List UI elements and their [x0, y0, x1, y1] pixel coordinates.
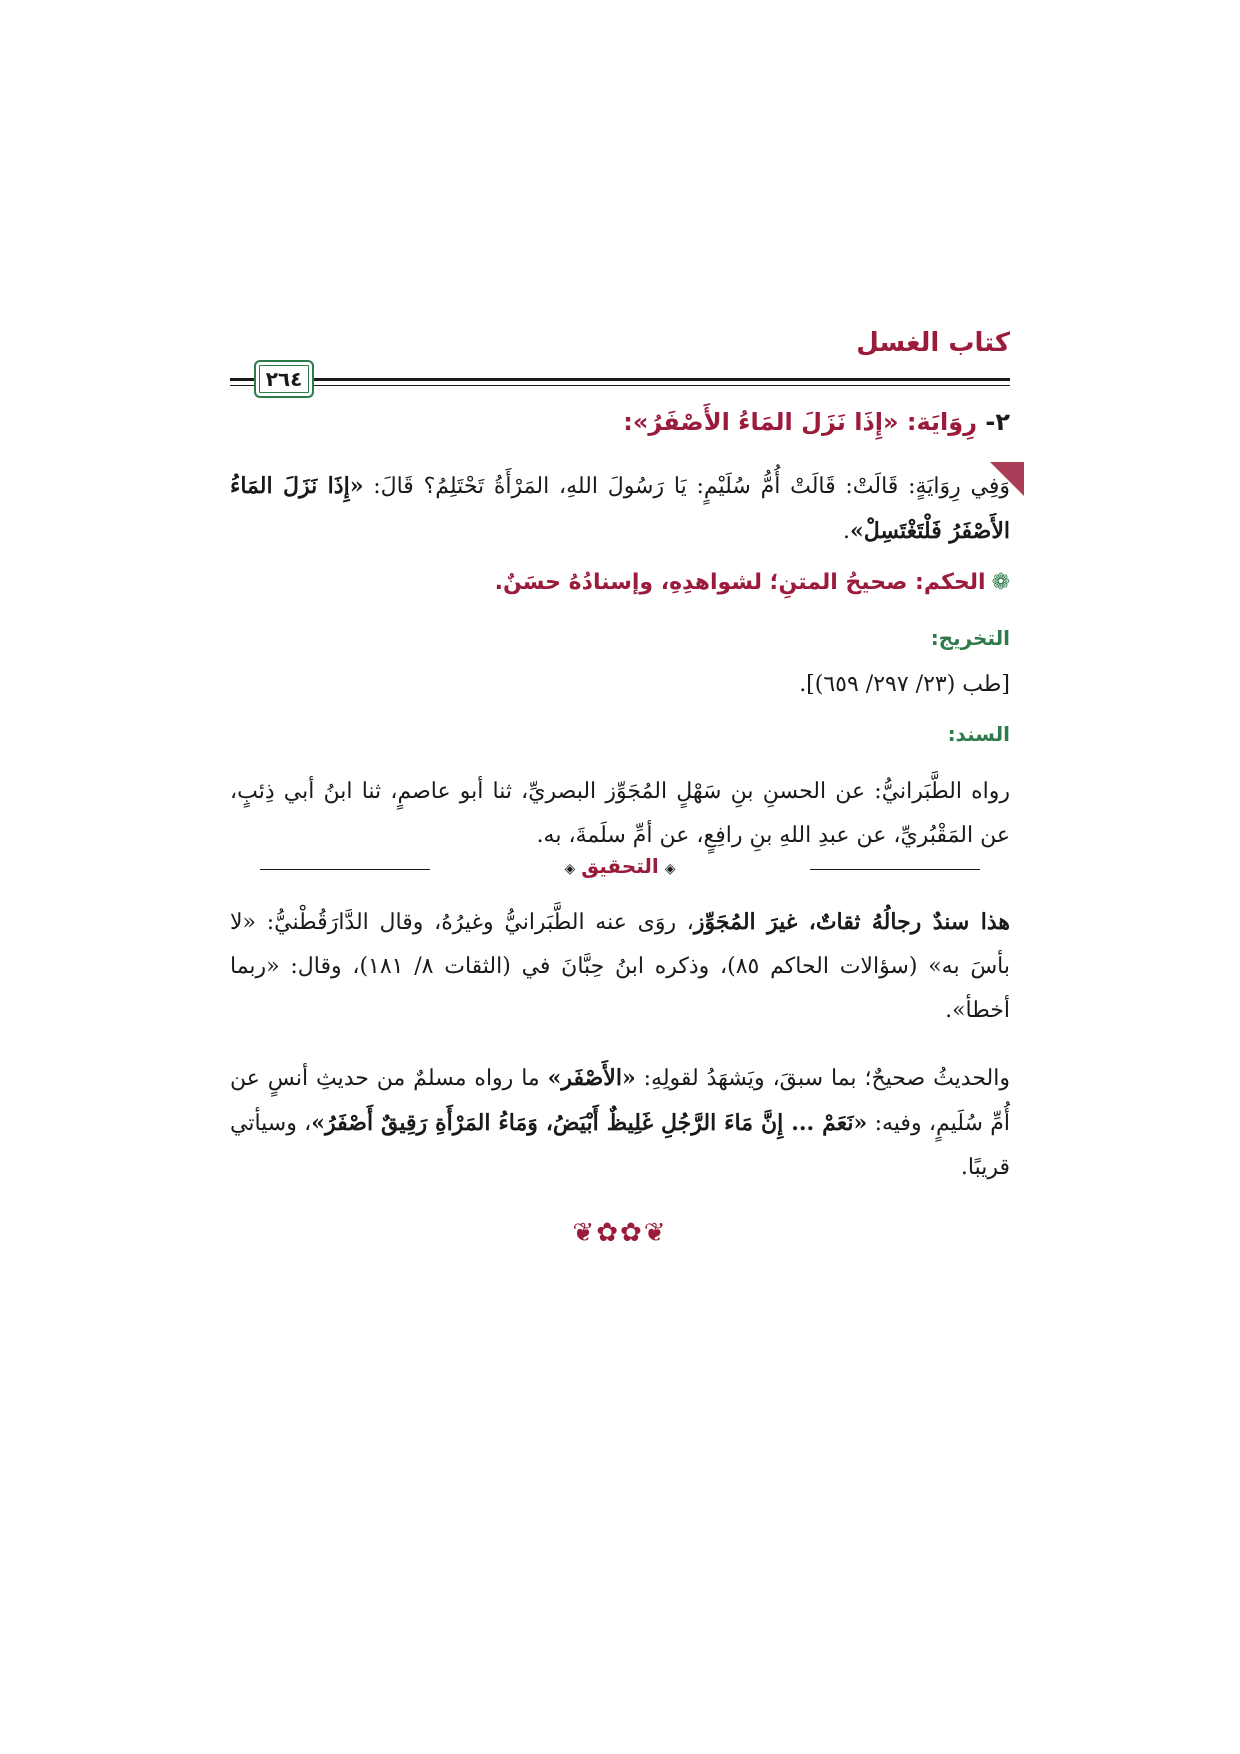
sanad-heading: السند: — [947, 722, 1010, 746]
support-bold2: «نَعَمْ ... إِنَّ مَاءَ الرَّجُلِ غَلِيظٌ أَبْيَضُ، وَمَاءُ المَرْأَةِ رَقِيقٌ أَصْفَرُ» — [311, 1110, 868, 1136]
ruling-text: الحكم: صحيحُ المتنِ؛ لشواهدِهِ، وإسنادُهُ حسَنٌ. — [494, 570, 986, 595]
tahqiq-divider — [230, 854, 1010, 884]
support-bold1: «الأَصْفَر» — [547, 1065, 636, 1091]
ornament-icon: ◈ — [564, 861, 576, 877]
tahqiq-text — [230, 900, 1010, 1033]
hadith-plain: وَفِي رِوَايَةٍ: قَالَتْ: قَالَتْ أُمُّ سُلَيْمٍ: يَا رَسُولَ اللهِ، المَرْأَةُ تَحْتَلِمُ؟ قَالَ: — [363, 474, 1010, 499]
header-rule-thick — [230, 378, 1010, 381]
takhrij-heading: التخريج: — [930, 626, 1010, 650]
book-page — [230, 300, 1010, 1440]
hadith-end: . — [843, 519, 850, 544]
tahqiq-label: التحقيق — [581, 854, 659, 878]
header-rule-thin — [230, 385, 1010, 386]
tahqiq-bold: هذا سندٌ رجالُهُ ثقاتٌ، غيرَ المُجَوِّز — [693, 909, 1010, 935]
hadith-quote: «إِذَا نَزَلَ المَاءُ الأَصْفَرُ فَلْتَغْتَسِلْ» — [230, 473, 1010, 544]
ornament-icon: ◈ — [664, 861, 676, 877]
tahqiq-label-wrap — [230, 854, 1010, 878]
book-title: كتاب الغسل — [856, 328, 1010, 358]
flower-icon: ❁ — [991, 570, 1010, 595]
page-number: ٢٦٤ — [254, 360, 314, 398]
hadith-text — [230, 464, 1010, 554]
takhrij-reference: [طب (٢٣/ ٢٩٧/ ٦٥٩)]. — [799, 672, 1010, 697]
section-number: ٢- — [985, 408, 1010, 436]
ruling — [495, 570, 1010, 595]
end-ornament-icon: ❦✿✿❦ — [572, 1218, 668, 1248]
support-part2: ما رواه مسلمٌ من حديثِ أنسٍ عن أُمِّ سُلَيمٍ، وفيه: — [230, 1066, 1010, 1136]
tahqiq-body: ، روَى عنه الطَّبَرانيُّ وغيرُهُ، وقال الدَّارَقُطْنيُّ: «لا بأسَ به» (سؤالات الحاكم ٨٥)، وذكره ابنُ حِبَّانَ في (الثقات ٨/ ١٨١)، وقال: «ربما أخطأ». — [230, 910, 1011, 1023]
section-title: رِوَايَة: «إِذَا نَزَلَ المَاءُ الأَصْفَرُ»: — [623, 408, 978, 436]
support-part3: ، وسيأتي قريبًا. — [230, 1111, 1010, 1180]
support-part1: والحديثُ صحيحٌ؛ بما سبقَ، ويَشهَدُ لقولِهِ: — [635, 1066, 1010, 1091]
supporting-hadith — [230, 1056, 1010, 1190]
section-heading — [623, 408, 1010, 436]
page-header — [230, 328, 1010, 391]
sanad-text: رواه الطَّبَرانيُّ: عن الحسنِ بنِ سَهْلٍ المُجَوِّز البصريِّ، ثنا أبو عاصمٍ، ثنا ابنُ أبي ذِئبٍ، عن المَقْبُريِّ، عن عبدِ اللهِ بنِ رافِعٍ، عن أمِّ سلَمةَ، به. — [230, 779, 1010, 848]
